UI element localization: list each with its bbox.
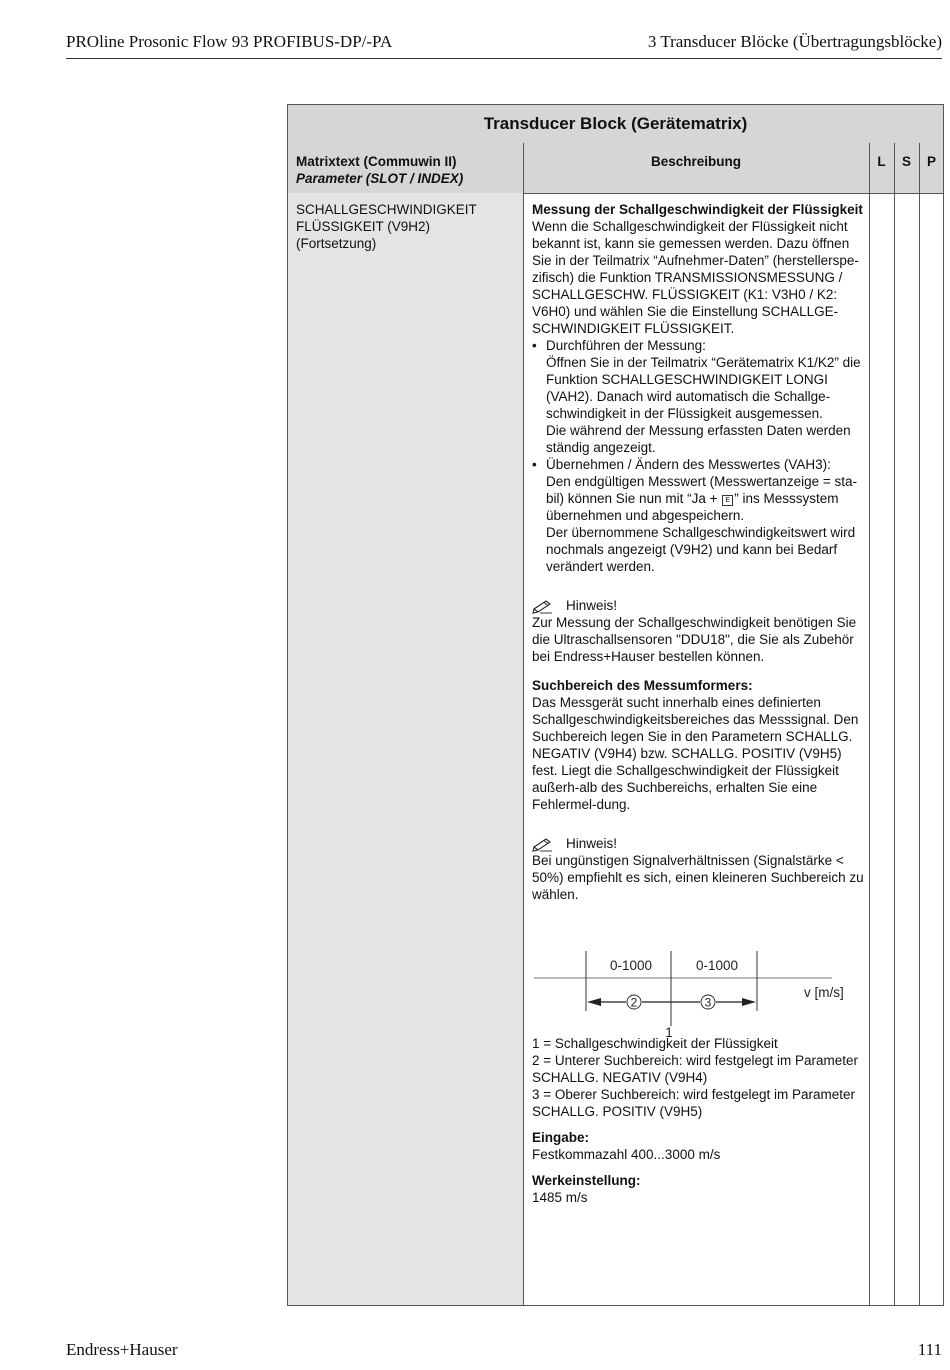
note-1-label: Hinweis!: [566, 598, 618, 613]
col1-header-line2: Parameter (SLOT / INDEX): [296, 171, 464, 186]
arrow-2-head: [587, 998, 601, 1006]
input-title: Eingabe:: [532, 1130, 590, 1145]
param-line1: SCHALLGESCHWINDIGKEIT: [296, 202, 477, 217]
arrow-3-head: [742, 998, 756, 1006]
note-1-text: Zur Messung der Schallgeschwindigkeit benötigen Sie die Ultraschallsensoren "DDU18", die Sie als Zubehör bei Endress+Hauser bestellen können.: [532, 615, 857, 664]
legend-section: [532, 1035, 868, 1206]
note-2-text: Bei ungünstigen Signalverhältnissen (Signalstärke < 50%) empfiehlt es sich, einen kleineren Suchbereich zu wählen.: [532, 853, 864, 902]
step1-text2: Die während der Messung erfassten Daten werden ständig angezeigt.: [546, 423, 851, 455]
page-number: 111: [917, 1340, 942, 1359]
range-right-label: 0-1000: [695, 958, 739, 973]
axis-unit-label: v [m/s]: [804, 985, 844, 1000]
step1-title: • Durchführen der Messung:: [546, 338, 706, 353]
step2-text-b: ” ins Messsystem übernehmen und abgespeichern.: [546, 491, 839, 523]
legend-3: 3 = Oberer Suchbereich: wird festgelegt im Parameter SCHALLG. POSITIV (V9H5): [532, 1087, 856, 1119]
param-column: [288, 193, 523, 1305]
col-l-header: L: [877, 154, 886, 169]
search-range-diagram: [532, 948, 852, 1038]
step1-text: Öffnen Sie in der Teilmatrix “Gerätematrix K1/K2” die Funktion SCHALLGESCHWINDIGKEIT LONGI (VAH2). Danach wird automatisch die Schallge-schwindigkeit in der Flüssigkeit ausgemessen.: [546, 355, 861, 421]
search-section: [532, 677, 868, 813]
footer-brand: Endress+Hauser: [66, 1340, 178, 1359]
measure-steps: [532, 337, 868, 575]
divider: [869, 143, 870, 1305]
col1-header: [296, 153, 521, 187]
pencil-icon: [532, 836, 554, 852]
legend-2: 2 = Unterer Suchbereich: wird festgelegt im Parameter SCHALLG. NEGATIV (V9H4): [532, 1053, 859, 1085]
step2-text2: Der übernommene Schallgeschwindigkeitswert wird nochmals angezeigt (V9H2) und kann bei Bedarf verändert werden.: [546, 525, 856, 574]
default-text: 1485 m/s: [532, 1190, 588, 1205]
search-title: Suchbereich des Messumformers:: [532, 678, 753, 693]
range-left-label: 0-1000: [609, 958, 653, 973]
marker-3-label: 3: [704, 995, 712, 1010]
note-2: [532, 835, 868, 903]
note-1: [532, 597, 868, 665]
marker-1-label: 1: [665, 1025, 673, 1038]
note-1-head: [532, 597, 868, 614]
header-left-title: PROline Prosonic Flow 93 PROFIBUS-DP/-PA: [66, 32, 393, 51]
list-item: [532, 456, 868, 575]
divider: [919, 143, 920, 1305]
search-text: Das Messgerät sucht innerhalb eines definierten Schallgeschwindigkeitsbereiches das Messsignal. Den Suchbereich legen Sie in den Parametern SCHALLG. NEGATIV (V9H4) bzw. SCHALLG. POSITIV (V9H5) fest. Liegt die Schallgeschwindigkeit der Flüssigkeit außerh-alb des Suchbereichs, erhalten Sie eine Fehlermel-dung.: [532, 695, 859, 812]
legend-1: 1 = Schallgeschwindigkeit der Flüssigkeit: [532, 1036, 778, 1051]
enter-key-icon: E: [722, 495, 733, 506]
step2-title: • Übernehmen / Ändern des Messwertes (VAH3):: [546, 457, 831, 472]
marker-2-label: 2: [630, 995, 638, 1010]
divider: [894, 143, 895, 1305]
step2-text: [546, 473, 868, 524]
col-p-header: P: [926, 154, 936, 169]
measure-section: [532, 201, 868, 575]
step2-text-a: Den endgültigen Messwert (Messwertanzeige = sta-bil) können Sie nun mit “Ja +: [546, 474, 858, 506]
col1-header-line1: Matrixtext (Commuwin II): [296, 154, 457, 169]
list-item: [532, 337, 868, 456]
transducer-block-table: [287, 104, 944, 1306]
pencil-icon: [532, 598, 554, 614]
divider: [523, 143, 524, 1305]
default-title: Werkeinstellung:: [532, 1173, 641, 1188]
col2-header: Beschreibung: [650, 154, 742, 169]
table-header-row: [288, 143, 943, 194]
measure-text: Wenn die Schallgeschwindigkeit der Flüssigkeit nicht bekannt ist, kann sie gemessen werden. Dazu öffnen Sie in der Teilmatrix “Aufnehmer-Daten” (herstellerspe-zifisch) die Funktion TRANSMISSIONSMESSUNG / SCHALLGESCHW. FLÜSSIGKEIT (K1: V3H0 / K2: V6H0) und wählen Sie die Einstellung SCHALLGE-SCHWINDIGKEIT FLÜSSIGKEIT.: [532, 219, 859, 336]
table-title: Transducer Block (Gerätematrix): [288, 105, 943, 143]
page-header: [66, 28, 942, 59]
param-line2: FLÜSSIGKEIT (V9H2): [296, 219, 431, 234]
note-2-label: Hinweis!: [566, 836, 618, 851]
header-right-chapter: 3 Transducer Blöcke (Übertragungsblöcke): [647, 32, 942, 51]
measure-title: Messung der Schallgeschwindigkeit der Flüssigkeit: [532, 202, 863, 217]
col-s-header: S: [901, 154, 911, 169]
param-name: [296, 201, 520, 252]
note-2-head: [532, 835, 868, 852]
param-line3: (Fortsetzung): [296, 236, 377, 251]
input-text: Festkommazahl 400...3000 m/s: [532, 1147, 721, 1162]
